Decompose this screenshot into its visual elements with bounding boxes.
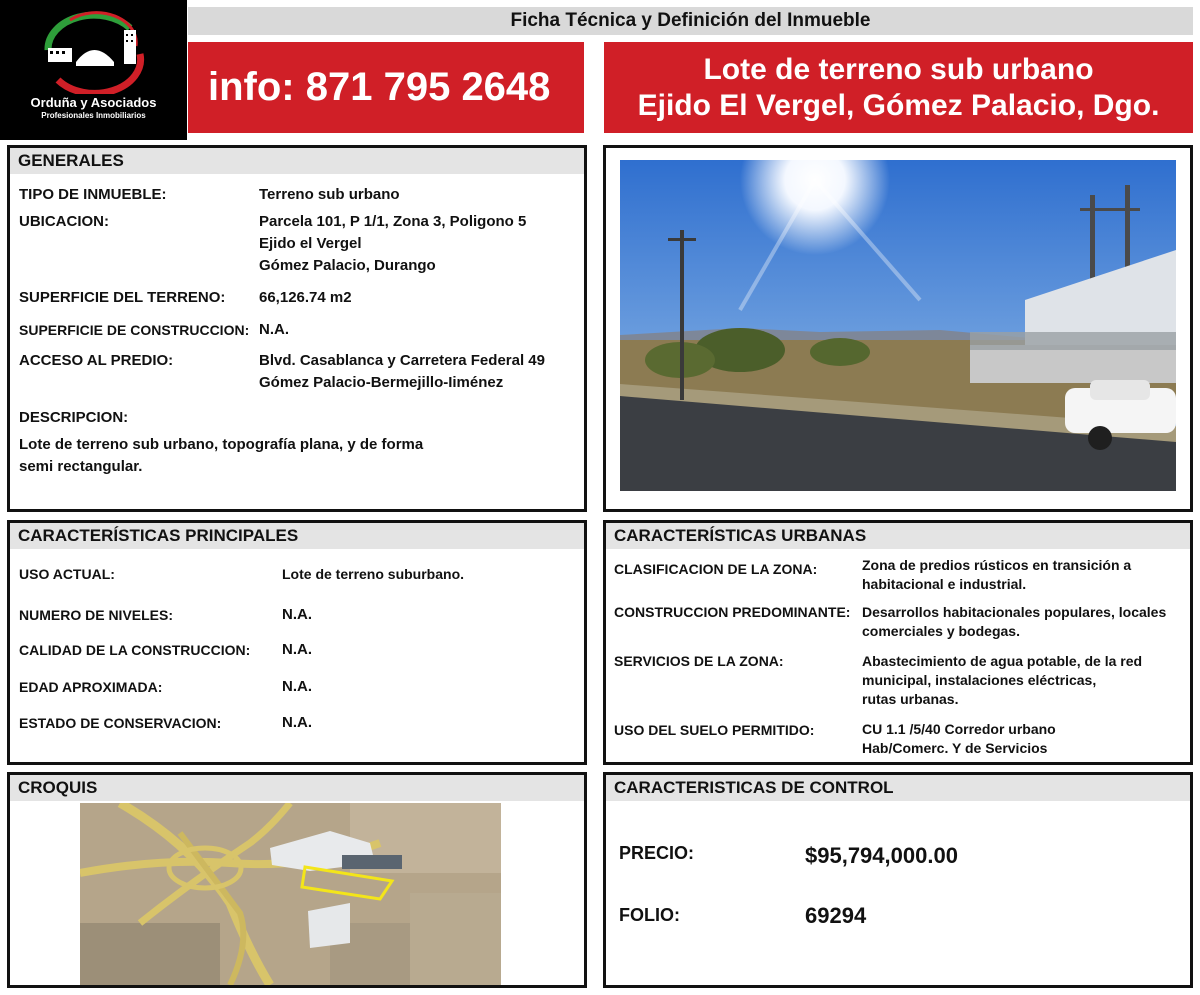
aerial-map [80,803,501,985]
construccion-line1: Desarrollos habitacionales populares, locales [862,604,1167,620]
control-heading: CARACTERISTICAS DE CONTROL [606,775,1190,801]
niveles-label: NUMERO DE NIVELES: [19,607,174,623]
ubicacion-line1: Parcela 101, P 1/1, Zona 3, Poligono 5 [259,213,527,230]
uso-suelo-label: USO DEL SUELO PERMITIDO: [614,722,815,738]
generales-panel [7,145,587,512]
contact-phone-banner: info: 871 795 2648 [188,42,584,133]
superficie-terreno-label: SUPERFICIE DEL TERRENO: [19,289,226,306]
precio-value: $95,794,000.00 [805,843,958,868]
property-photo-panel [603,145,1193,512]
conservacion-label: ESTADO DE CONSERVACION: [19,715,222,731]
clasificacion-label: CLASIFICACION DE LA ZONA: [614,561,818,577]
servicios-line2: municipal, instalaciones eléctricas, [862,672,1097,688]
principales-panel [7,520,587,765]
acceso-label: ACCESO AL PREDIO: [19,352,174,369]
generales-heading: GENERALES [10,148,584,174]
control-panel [603,772,1193,988]
construccion-label: CONSTRUCCION PREDOMINANTE: [614,604,851,620]
company-name: Orduña y Asociados [30,95,157,110]
croquis-panel [7,772,587,988]
urbanas-panel [603,520,1193,765]
servicios-line3: rutas urbanas. [862,691,959,707]
uso-suelo-line1: CU 1.1 /5/40 Corredor urbano [862,721,1056,737]
acceso-line1: Blvd. Casablanca y Carretera Federal 49 [259,352,545,369]
descripcion-line1: Lote de terreno sub urbano, topografía plana, y de forma [19,436,424,453]
listing-title-line1: Lote de terreno sub urbano [703,53,1094,86]
company-logo [0,0,187,140]
superficie-construccion-value: N.A. [259,321,289,338]
uso-actual-value: Lote de terreno suburbano. [282,566,465,582]
calidad-value: N.A. [282,641,312,658]
servicios-line1: Abastecimiento de agua potable, de la red [862,653,1143,669]
descripcion-line2: semi rectangular. [19,458,143,475]
folio-label: FOLIO: [619,905,680,925]
logo-emblem-icon [40,10,148,94]
croquis-heading: CROQUIS [10,775,584,801]
conservacion-value: N.A. [282,714,312,731]
construccion-line2: comerciales y bodegas. [862,623,1020,639]
company-tagline: Profesionales Inmobiliarios [41,111,146,120]
ubicacion-line2: Ejido el Vergel [259,235,362,252]
folio-value: 69294 [805,903,867,928]
ubicacion-line3: Gómez Palacio, Durango [259,257,436,274]
precio-label: PRECIO: [619,843,695,863]
tipo-label: TIPO DE INMUEBLE: [19,186,167,203]
urbanas-heading: CARACTERÍSTICAS URBANAS [606,523,1190,549]
calidad-label: CALIDAD DE LA CONSTRUCCION: [19,642,251,658]
principales-heading: CARACTERÍSTICAS PRINCIPALES [10,523,584,549]
superficie-terreno-value: 66,126.74 m2 [259,289,352,306]
niveles-value: N.A. [282,606,312,623]
edad-label: EDAD APROXIMADA: [19,679,163,695]
acceso-line2: Gómez Palacio-Bermejillo-Iiménez [259,374,504,391]
ubicacion-label: UBICACION: [19,213,109,230]
uso-actual-label: USO ACTUAL: [19,566,115,582]
tipo-value: Terreno sub urbano [259,186,400,203]
property-photo [620,160,1176,491]
listing-title-banner [604,42,1193,133]
clasificacion-line2: habitacional e industrial. [862,576,1027,592]
superficie-construccion-label: SUPERFICIE DE CONSTRUCCION: [19,322,250,338]
servicios-label: SERVICIOS DE LA ZONA: [614,653,784,669]
page-title: Ficha Técnica y Definición del Inmueble [188,7,1193,35]
clasificacion-line1: Zona de predios rústicos en transición a [862,557,1132,573]
listing-title-line2: Ejido El Vergel, Gómez Palacio, Dgo. [637,89,1160,122]
edad-value: N.A. [282,678,312,695]
uso-suelo-line2: Hab/Comerc. Y de Servicios [862,740,1048,756]
descripcion-label: DESCRIPCION: [19,409,129,426]
